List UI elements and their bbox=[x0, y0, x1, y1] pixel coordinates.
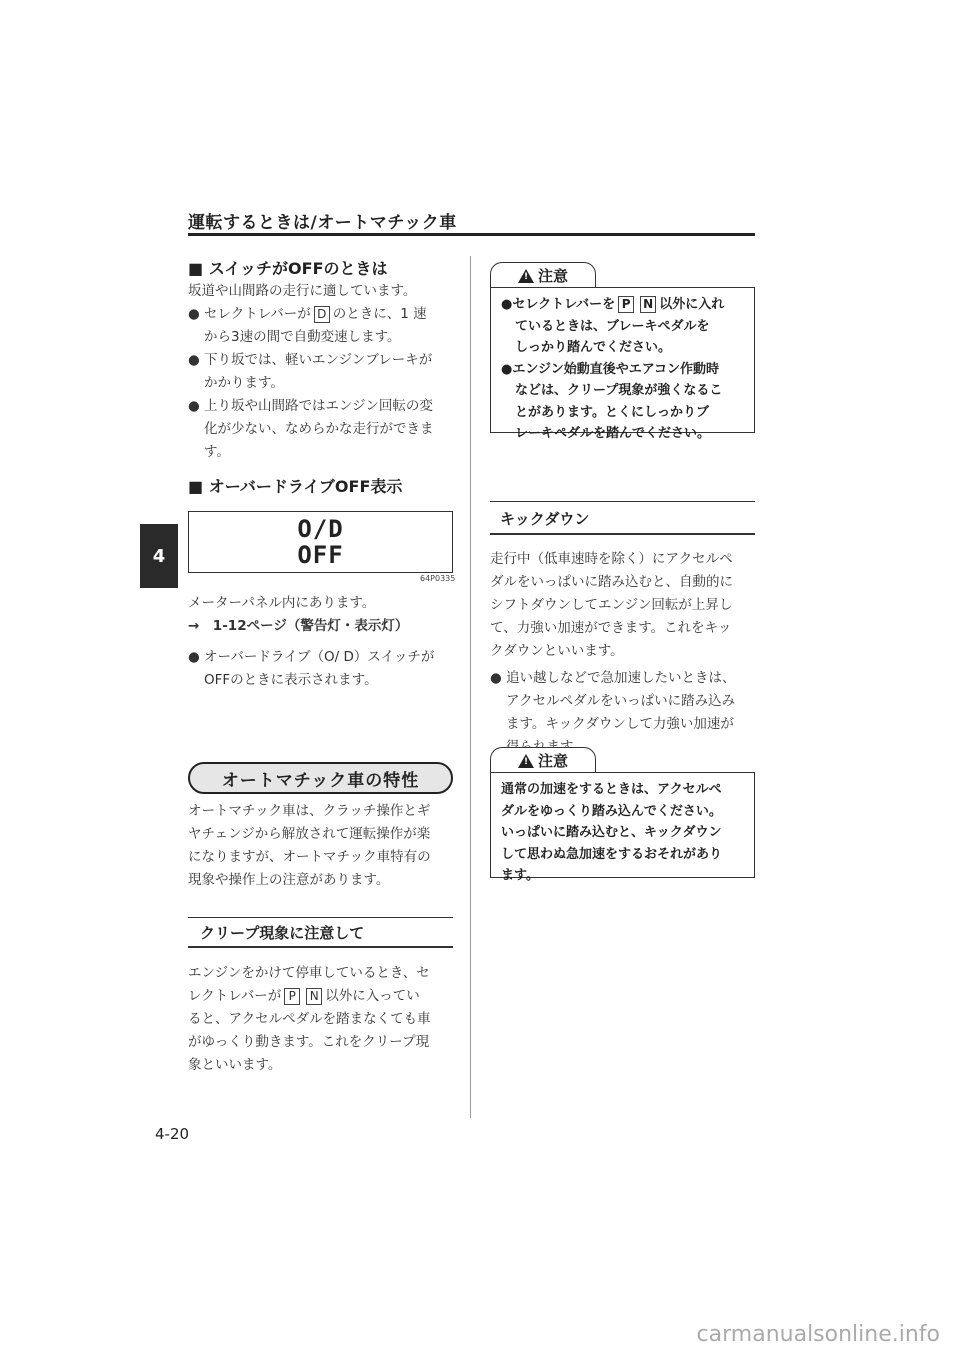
warning-icon: ! bbox=[518, 269, 534, 283]
creep-bottom-rule bbox=[188, 946, 453, 948]
shift-key-p: P bbox=[618, 296, 634, 313]
text: アクセルペダルをいっぱいに踏み込み bbox=[506, 693, 736, 709]
text: から3速の間で自動変速します。 bbox=[204, 329, 401, 345]
warning-icon: ! bbox=[518, 754, 534, 768]
text: OFFのときに表示されます。 bbox=[204, 672, 378, 688]
text: 現象や操作上の注意があります。 bbox=[188, 872, 390, 888]
bullet-icon: ● bbox=[188, 398, 200, 414]
page-reference-link[interactable]: → 1-12ページ（警告灯・表示灯） bbox=[188, 618, 409, 634]
text: 以外に入ってい bbox=[325, 988, 420, 1004]
text: メーターパネル内にあります。 bbox=[188, 595, 376, 611]
bullet-icon: ● bbox=[188, 352, 200, 368]
figure-id: 64P0335 bbox=[420, 574, 456, 583]
list-item bbox=[188, 303, 456, 349]
text: ます。キックダウンして力強い加速が bbox=[506, 716, 734, 732]
text: しっかり踏んでください。 bbox=[515, 340, 672, 355]
section-creep-body bbox=[188, 962, 456, 1077]
text: ヤチェンジから解放されて運転操作が楽 bbox=[188, 826, 431, 842]
off-label: OFF bbox=[297, 541, 344, 569]
text: 注意 bbox=[537, 752, 568, 770]
page-number: 4-20 bbox=[155, 1125, 190, 1143]
text: ると、アクセルペダルを踏まなくても車 bbox=[188, 1011, 431, 1027]
section-at-characteristics-body bbox=[188, 800, 456, 892]
kickdown-top-rule bbox=[490, 501, 755, 502]
text: セレクトレバーが bbox=[204, 306, 311, 322]
bullet-icon: ● bbox=[188, 306, 200, 322]
od-off-indicator-figure bbox=[188, 511, 453, 573]
text: ダルをゆっくり踏み込んでください。 bbox=[501, 803, 722, 819]
text: して思わぬ急加速をするおそれがあり bbox=[501, 846, 723, 862]
caution-label-1 bbox=[490, 262, 596, 288]
text: 通常の加速をするときは、アクセルペ bbox=[501, 782, 722, 797]
shift-key-p: P bbox=[284, 988, 300, 1005]
bullet-icon: ● bbox=[188, 649, 200, 665]
chapter-tab-label: 4 bbox=[152, 545, 166, 567]
shift-key-d: D bbox=[314, 306, 330, 323]
text: 象といいます。 bbox=[188, 1057, 282, 1073]
text: のときに、1 速 bbox=[332, 306, 427, 322]
text: ているときは、ブレーキペダルを bbox=[515, 318, 710, 334]
page-header-title: 運転するときは/オートマチック車 bbox=[188, 213, 457, 233]
text: がゆっくり動きます。これをクリープ現 bbox=[188, 1034, 430, 1050]
creep-top-rule bbox=[188, 917, 453, 918]
text: 化が少ない、なめらかな走行ができま bbox=[204, 421, 434, 437]
bullet-icon: ● bbox=[490, 670, 502, 686]
list-item bbox=[188, 395, 456, 464]
section-heading-creep: クリープ現象に注意して bbox=[200, 924, 365, 942]
text: 注意 bbox=[537, 267, 568, 285]
text: ます。 bbox=[501, 868, 539, 883]
caution-box-2 bbox=[490, 772, 755, 883]
section-switch-off-body bbox=[188, 280, 456, 464]
text: ●エンジン始動直後やエアコン作動時 bbox=[501, 361, 720, 377]
text: クダウンといいます。 bbox=[490, 643, 624, 659]
od-label: O/D bbox=[297, 515, 344, 543]
text: オートマチック車の特性 bbox=[221, 770, 420, 791]
text: などは、クリープ現象が強くなるこ bbox=[515, 383, 723, 398]
kickdown-bottom-rule bbox=[490, 533, 755, 535]
text: す。 bbox=[204, 444, 230, 460]
text: かかります。 bbox=[204, 375, 284, 391]
watermark: carmanualsonline.info bbox=[696, 1322, 940, 1347]
section-heading-kickdown: キックダウン bbox=[500, 510, 590, 528]
caution-box-1 bbox=[490, 287, 755, 441]
text: 走行中（低車速時を除く）にアクセルペ bbox=[490, 551, 733, 567]
text: て、力強い加速ができます。これをキッ bbox=[490, 620, 732, 636]
column-divider bbox=[470, 256, 471, 1118]
shift-key-n: N bbox=[306, 988, 322, 1005]
text: ダルをいっぱいに踏み込むと、自動的に bbox=[490, 574, 733, 590]
section-od-off-body bbox=[188, 592, 456, 692]
text: いっぱいに踏み込むと、キックダウン bbox=[501, 825, 722, 840]
text: 上り坂や山間路ではエンジン回転の変 bbox=[204, 398, 433, 414]
shift-key-n: N bbox=[640, 296, 656, 313]
text: とがあります。とくにしっかりブ bbox=[515, 404, 709, 420]
text: 追い越しなどで急加速したいときは、 bbox=[506, 670, 736, 686]
text: シフトダウンしてエンジン回転が上昇し bbox=[490, 597, 733, 613]
text: オーバードライブ（O/ D）スイッチが bbox=[204, 649, 435, 665]
text: レーキペダルを踏んでください。 bbox=[515, 426, 711, 441]
chapter-tab[interactable] bbox=[140, 524, 178, 588]
section-heading-at-characteristics bbox=[188, 762, 453, 794]
text: 下り坂では、軽いエンジンブレーキが bbox=[204, 352, 433, 368]
list-item bbox=[188, 646, 456, 692]
list-item bbox=[188, 349, 456, 395]
text: オートマチック車は、クラッチ操作とギ bbox=[188, 803, 431, 819]
text: になりますが、オートマチック車特有の bbox=[188, 849, 431, 865]
caution-label-2 bbox=[490, 747, 596, 773]
list-item bbox=[490, 667, 758, 759]
text: 以外に入れ bbox=[659, 297, 725, 312]
text: レクトレバーが bbox=[188, 988, 282, 1004]
intro-text: 坂道や山間路の走行に適しています。 bbox=[188, 283, 417, 299]
text: エンジンをかけて停車しているとき、セ bbox=[188, 965, 430, 981]
section-heading-switch-off: ■ スイッチがOFFのときは bbox=[188, 259, 388, 278]
section-heading-od-off: ■ オーバードライブOFF表示 bbox=[188, 477, 403, 496]
section-kickdown-body bbox=[490, 548, 758, 759]
text: ●セレクトレバーを bbox=[501, 297, 616, 312]
header-rule bbox=[188, 233, 755, 236]
